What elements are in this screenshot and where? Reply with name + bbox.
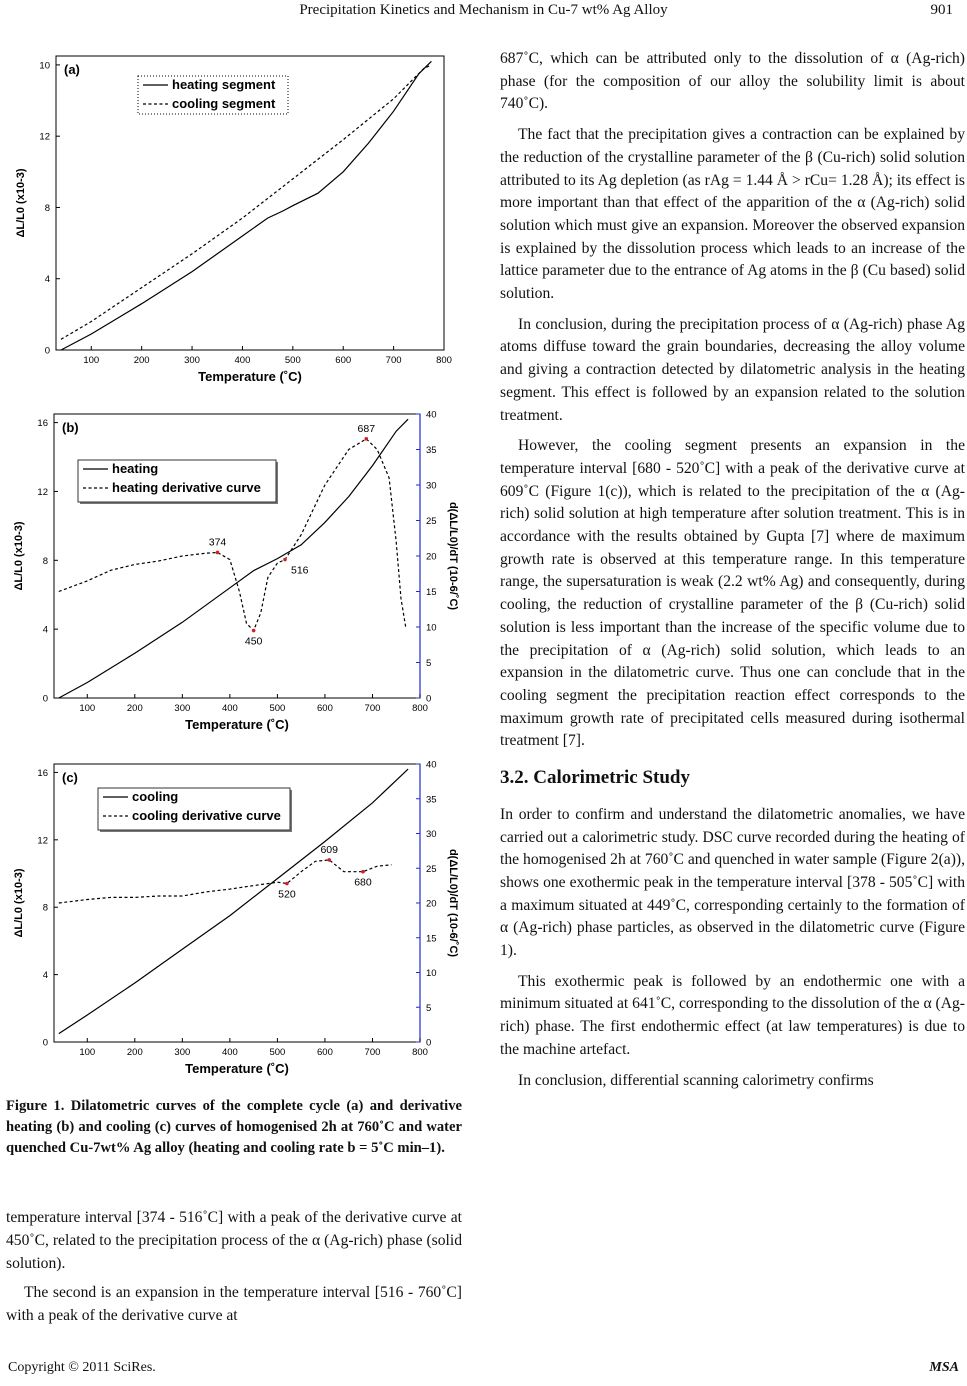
peak-marker <box>361 870 365 874</box>
copyright-notice: Copyright © 2011 SciRes. <box>8 1360 156 1375</box>
x-tick-label: 200 <box>126 703 143 714</box>
right-paragraph-7: In conclusion, differential scanning calorimetry confirms <box>518 1071 874 1089</box>
plot-frame <box>54 414 420 698</box>
y2-tick-label: 35 <box>426 445 437 456</box>
y-axis-label: ΔL/L0 (x10-3) <box>13 521 25 591</box>
y2-tick-label: 20 <box>426 551 437 563</box>
y-tick-label: 4 <box>42 624 48 636</box>
y2-tick-label: 25 <box>426 863 437 875</box>
y2-tick-label: 30 <box>426 480 437 492</box>
x-tick-label: 600 <box>317 703 333 714</box>
peak-marker <box>283 558 287 562</box>
x-tick-label: 400 <box>221 1047 238 1058</box>
y2-tick-label: 10 <box>426 968 437 979</box>
y-tick-label: 0 <box>44 345 50 357</box>
page-number: 901 <box>930 2 953 18</box>
peak-label: 520 <box>278 888 296 901</box>
left-paragraph-1: temperature interval [374 - 516˚C] with a peak of the derivative curve at 450˚C, related to the precipitation process of the α (Ag-rich) phase (solid solution). <box>6 1209 462 1272</box>
y-tick-label: 12 <box>37 835 48 847</box>
y-tick-label: 0 <box>42 1037 48 1049</box>
right-paragraph-4: However, the cooling segment presents an expansion in the temperature interval [680 - 520˚C] with a peak of the derivative curve at 609˚C (Figure 1(c)), which is related to the precipitation of the α (Ag-rich) solid solution at high temperature after solution treatment. This is in accordance with the results obtained by Gupta [7] where de maximum growth rate is observed at this temperature range. In this temperature range, the supersaturation is weak (2.2 wt% Ag) and consequently, during cooling, the reduction of crystalline parameter of the β (Cu-rich) solid solution is less important than the increase of the specific volume due to the precipitation of α (Ag-rich) solid solution, which leads to an expansion in the dilatometric curve. Thus one can conclude that in the cooling segment the precipitation reaction effect corresponds to the maximum growth rate of precipitated cells measured during isothermal treatment [7]. <box>500 437 965 750</box>
x-tick-label: 300 <box>174 1047 191 1058</box>
right-paragraph-6: This exothermic peak is followed by an endothermic one with a minimum situated at 641˚C, corresponding to the dissolution of the α (Ag-rich) phase. The first endothermic effect (at law temperatures) is due to the machine artefact. <box>500 972 965 1058</box>
x-tick-label: 800 <box>412 1047 428 1058</box>
x-tick-label: 600 <box>317 1047 333 1058</box>
legend-label: heating derivative curve <box>112 480 261 495</box>
peak-label: 609 <box>320 843 338 856</box>
series-line-2 <box>59 860 392 903</box>
y2-tick-label: 40 <box>426 759 437 771</box>
y2-tick-label: 10 <box>426 622 437 634</box>
x-tick-label: 800 <box>436 355 452 366</box>
x-tick-label: 700 <box>364 703 381 714</box>
peak-label: 374 <box>208 536 227 549</box>
peak-marker <box>285 882 289 886</box>
figure-1b-chart <box>6 402 466 746</box>
section-title: 3.2. Calorimetric Study <box>500 767 690 789</box>
panel-label: (b) <box>62 420 79 435</box>
x-tick-label: 400 <box>234 355 251 366</box>
right-paragraph-2: The fact that the precipitation gives a contraction can be explained by the reduction of the crystalline parameter of the β (Cu-rich) solid solution attributed to its Ag depletion (as rAg = 1.44 Å > rCu= 1.28 Å); its effect is more important than that effect of the apparition of the α (Ag-rich) solid solution which must give an expansion. Moreover the observed expansion is explained by the dissolution process which leads to an increase of the lattice parameter due to the entrance of Ag atoms in the β (Cu based) solid solution. <box>500 126 965 303</box>
y2-tick-label: 20 <box>426 898 437 910</box>
peak-marker <box>327 858 331 862</box>
x-tick-label: 300 <box>184 355 200 366</box>
peak-label: 687 <box>357 422 376 435</box>
y-tick-label: 10 <box>39 60 50 72</box>
peak-marker <box>216 551 220 555</box>
right-paragraph-1: 687˚C, which can be attributed only to the dissolution of α (Ag-rich) phase (for the composition of our alloy the solubility limit is about 740˚C). <box>500 50 965 113</box>
y2-tick-label: 30 <box>426 829 437 840</box>
y2-tick-label: 5 <box>426 1002 432 1014</box>
x-axis-label: Temperature (˚C) <box>185 717 289 732</box>
x-tick-label: 600 <box>335 355 352 366</box>
y2-axis-label: d(ΔL/L0)/dT (10-6/˚C) <box>447 501 459 611</box>
x-tick-label: 800 <box>412 703 428 714</box>
left-paragraph-2: The second is an expansion in the temperature interval [516 - 760˚C] with a peak of the derivative curve at <box>6 1284 462 1324</box>
x-tick-label: 700 <box>364 1047 381 1058</box>
y2-tick-label: 35 <box>426 794 437 806</box>
y-axis-label: ΔL/L0 (x10-3) <box>15 168 27 238</box>
right-paragraph-5: In order to confirm and understand the dilatometric anomalies, we have carried out a calorimetric study. DSC curve recorded during the heating of the homogenised 2h at 760˚C and quenched in water sample (Figure 2(a)), shows one exothermic peak in the temperature interval [378 - 505˚C] with a maximum situated at 449˚C, corresponding certainly to the formation of α (Ag-rich) phase particles, as observed in the dilatometric curve (Figure 1). <box>500 805 965 960</box>
x-tick-label: 500 <box>269 1047 286 1058</box>
legend-label: cooling derivative curve <box>132 808 281 823</box>
x-tick-label: 700 <box>385 355 402 366</box>
y-tick-label: 12 <box>37 486 48 498</box>
y-tick-label: 8 <box>42 555 48 567</box>
running-header <box>0 0 967 22</box>
y-tick-label: 8 <box>42 902 48 914</box>
figure-1a-chart <box>6 48 462 400</box>
panel-label: (c) <box>62 770 78 785</box>
legend-label: heating segment <box>172 77 276 92</box>
y-tick-label: 8 <box>44 202 50 214</box>
y2-tick-label: 25 <box>426 516 437 527</box>
figure-1c-chart <box>6 752 466 1088</box>
left-column-text <box>6 1206 462 1333</box>
y-tick-label: 4 <box>44 274 50 286</box>
y-tick-label: 16 <box>37 418 48 430</box>
x-tick-label: 200 <box>133 355 150 366</box>
x-tick-label: 500 <box>269 703 286 714</box>
peak-label: 680 <box>354 876 372 889</box>
panel-label: (a) <box>64 62 80 77</box>
y2-tick-label: 15 <box>426 933 437 945</box>
right-column-text <box>500 48 965 1100</box>
y2-tick-label: 0 <box>426 693 432 705</box>
y2-tick-label: 5 <box>426 658 432 669</box>
figure-caption: Figure 1. Dilatometric curves of the complete cycle (a) and derivative heating (b) and cooling (c) curves of homogenised 2h at 760˚C and water quenched Cu-7wt% Ag alloy (heating and cooling rate b = 5˚C min–1). <box>6 1098 462 1156</box>
y2-tick-label: 40 <box>426 409 437 421</box>
x-tick-label: 300 <box>174 703 191 714</box>
peak-label: 516 <box>291 564 309 577</box>
y2-tick-label: 15 <box>426 587 437 598</box>
y2-tick-label: 0 <box>426 1037 432 1049</box>
y-tick-label: 0 <box>42 693 48 705</box>
y-tick-label: 16 <box>37 767 48 779</box>
x-axis-label: Temperature (˚C) <box>185 1061 289 1076</box>
y2-axis-label: d(ΔL/L0)/dT (10-6/˚C) <box>447 848 459 958</box>
right-paragraph-3: In conclusion, during the precipitation process of α (Ag-rich) phase Ag atoms diffuse toward the grain boundaries, decreasing the alloy volume and giving a contraction detected by dilatometric analysis in the heating segment. This effect is followed by an expansion related to the solution treatment. <box>500 315 965 424</box>
x-tick-label: 200 <box>126 1047 143 1058</box>
legend-label: cooling <box>132 789 179 804</box>
peak-marker <box>364 437 368 441</box>
x-tick-label: 100 <box>79 1047 96 1058</box>
x-tick-label: 100 <box>79 703 96 714</box>
x-tick-label: 500 <box>284 355 301 366</box>
journal-name: MSA <box>929 1360 959 1375</box>
x-tick-label: 100 <box>83 355 100 366</box>
y-tick-label: 12 <box>39 131 50 143</box>
x-tick-label: 400 <box>221 703 238 714</box>
running-title: Precipitation Kinetics and Mechanism in Cu-7 wt% Ag Alloy <box>299 2 668 18</box>
peak-marker <box>252 629 256 633</box>
legend-label: cooling segment <box>172 96 276 111</box>
x-axis-label: Temperature (˚C) <box>198 369 302 384</box>
y-axis-label: ΔL/L0 (x10-3) <box>13 868 25 938</box>
y-tick-label: 4 <box>42 970 48 982</box>
peak-label: 450 <box>244 635 263 648</box>
legend-label: heating <box>112 461 159 476</box>
